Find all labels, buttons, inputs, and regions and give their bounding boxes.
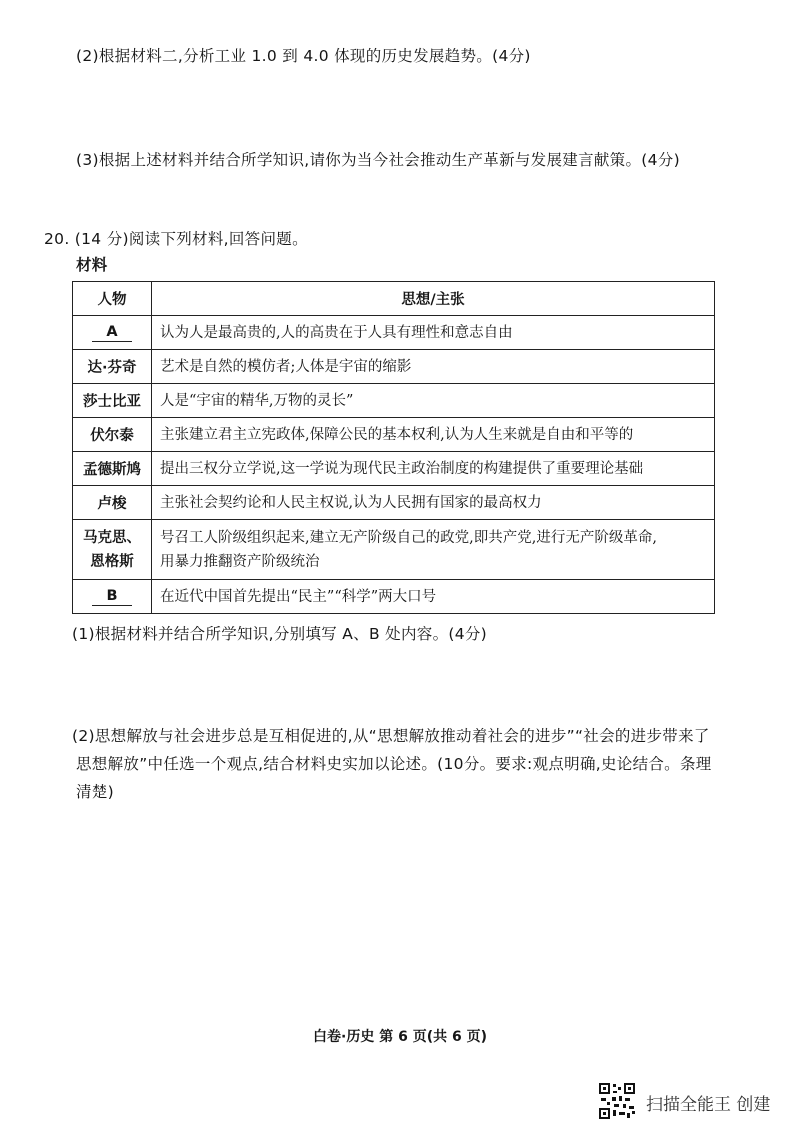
table-row xyxy=(73,418,715,452)
person-cell xyxy=(73,580,152,614)
idea-cell: 主张建立君主立宪政体,保障公民的基本权利,认为人生来就是自由和平等的 xyxy=(152,418,715,452)
page-footer: 白卷·历史 第 6 页(共 6 页) xyxy=(313,1029,487,1045)
q20-number: 20. xyxy=(44,230,70,248)
header-idea: 思想/主张 xyxy=(152,282,715,316)
person-cell: 莎士比亚 xyxy=(73,384,152,418)
idea-cell: 人是“宇宙的精华,万物的灵长” xyxy=(152,384,715,418)
idea-cell: 认为人是最高贵的,人的高贵在于人具有理性和意志自由 xyxy=(152,316,715,350)
person-name-line: 马克思、 xyxy=(83,529,141,546)
idea-line: 用暴力推翻资产阶级统治 xyxy=(160,553,320,570)
idea-cell: 主张社会契约论和人民主权说,认为人民拥有国家的最高权力 xyxy=(152,486,715,520)
blank-b: B xyxy=(92,587,131,606)
person-cell: 伏尔泰 xyxy=(73,418,152,452)
q19-sub2: (2)根据材料二,分析工业 1.0 到 4.0 体现的历史发展趋势。(4分) xyxy=(76,47,531,65)
table-row xyxy=(73,520,715,580)
person-name-line: 恩格斯 xyxy=(90,553,134,570)
idea-line: 号召工人阶级组织起来,建立无产阶级自己的政党,即共产党,进行无产阶级革命, xyxy=(160,529,657,546)
person-cell: 达·芬奇 xyxy=(73,350,152,384)
idea-cell: 提出三权分立学说,这一学说为现代民主政治制度的构建提供了重要理论基础 xyxy=(152,452,715,486)
person-cell xyxy=(73,520,152,580)
person-cell: 孟德斯鸠 xyxy=(73,452,152,486)
table-row xyxy=(73,580,715,614)
table-row xyxy=(73,350,715,384)
q20-sub2-line: 思想解放”中任选一个观点,结合材料史实加以论述。(10分。要求:观点明确,史论结合。条理 xyxy=(76,755,712,773)
q20-sub1: (1)根据材料并结合所学知识,分别填写 A、B 处内容。(4分) xyxy=(72,625,488,643)
q20-sub2-line: 清楚) xyxy=(76,783,114,801)
table-row xyxy=(73,452,715,486)
person-cell: 卢梭 xyxy=(73,486,152,520)
material-label: 材料 xyxy=(76,256,108,274)
idea-cell xyxy=(152,520,715,580)
q20-sub2-line: (2)思想解放与社会进步总是互相促进的,从“思想解放推动着社会的进步”“社会的进步带来了 xyxy=(72,727,710,745)
table-header-row xyxy=(73,282,715,316)
table-row xyxy=(73,384,715,418)
table-row xyxy=(73,486,715,520)
header-person: 人物 xyxy=(73,282,152,316)
scanner-watermark xyxy=(598,1082,788,1122)
qr-code-icon xyxy=(598,1082,636,1120)
watermark-text: 扫描全能王 创建 xyxy=(646,1095,771,1115)
q19-sub3: (3)根据上述材料并结合所学知识,请你为当今社会推动生产革新与发展建言献策。(4分) xyxy=(76,151,680,169)
idea-cell: 在近代中国首先提出“民主”“科学”两大口号 xyxy=(152,580,715,614)
table-row xyxy=(73,316,715,350)
q20-header xyxy=(44,227,308,249)
blank-a: A xyxy=(92,323,131,342)
idea-cell: 艺术是自然的模仿者;人体是宇宙的缩影 xyxy=(152,350,715,384)
person-cell xyxy=(73,316,152,350)
material-table xyxy=(72,281,715,614)
q20-intro: (14 分)阅读下列材料,回答问题。 xyxy=(74,230,308,248)
